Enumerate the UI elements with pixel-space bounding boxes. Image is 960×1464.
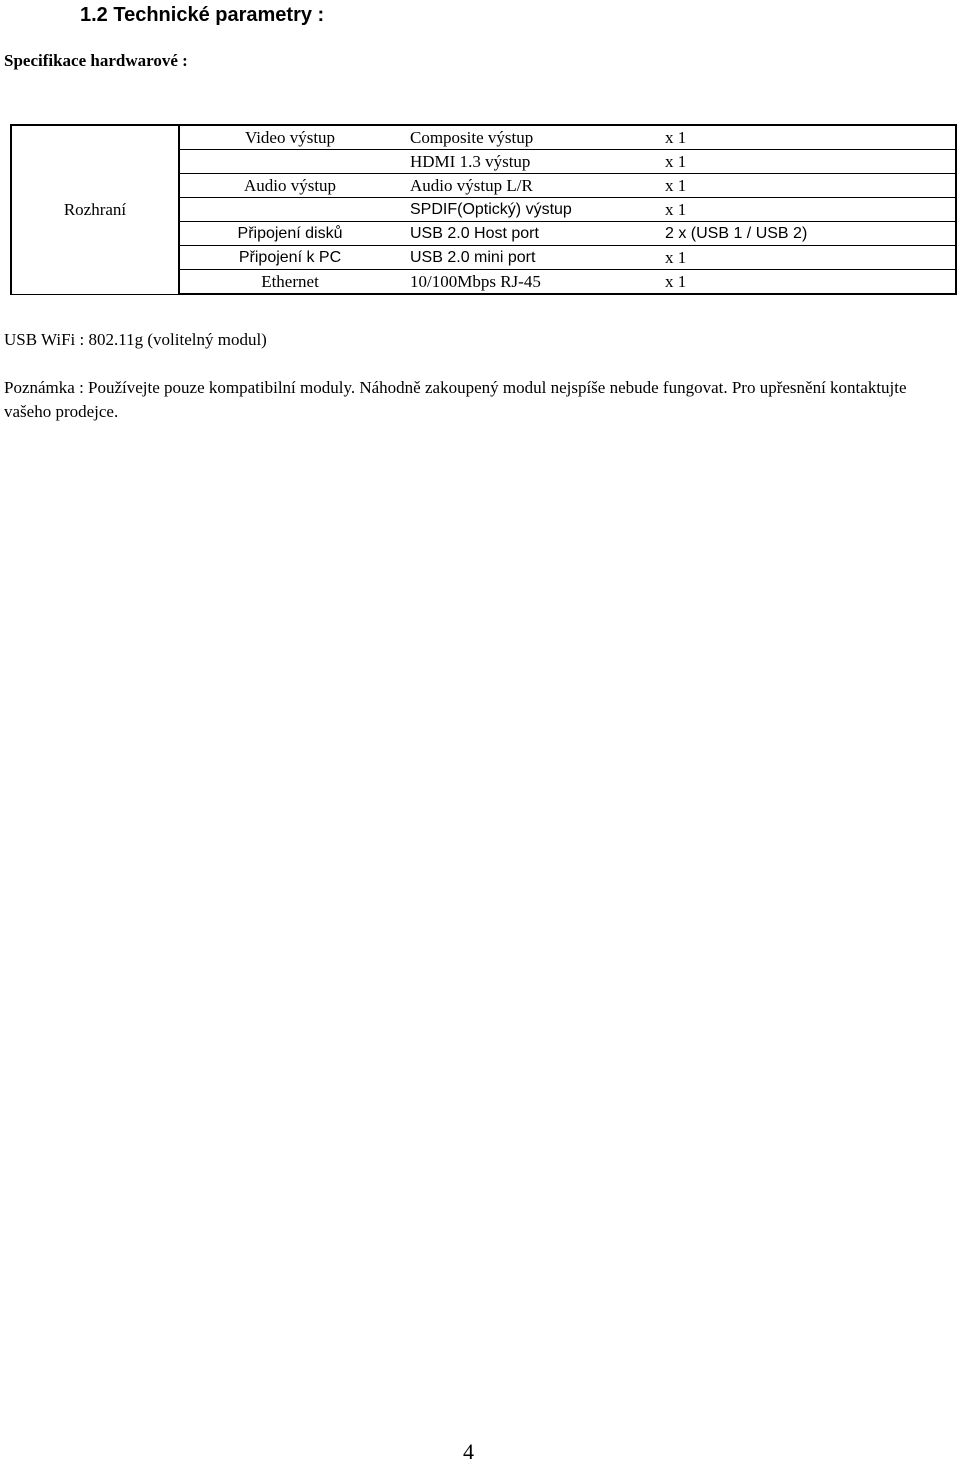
- row-count: x 1: [665, 150, 956, 174]
- row-port: 10/100Mbps RJ-45: [400, 270, 665, 295]
- subsection-heading: Specifikace hardwarové :: [4, 51, 188, 70]
- section-heading: 1.2 Technické parametry :: [80, 4, 325, 26]
- row-count: 2 x (USB 1 / USB 2): [665, 222, 956, 246]
- row-label: Ethernet: [179, 270, 400, 295]
- row-port: SPDIF(Optický) výstup: [400, 198, 665, 222]
- group-label-interface: Rozhraní: [11, 125, 179, 294]
- row-port: Composite výstup: [400, 125, 665, 150]
- row-count: x 1: [665, 246, 956, 270]
- row-label: [179, 150, 400, 174]
- row-label: Video výstup: [179, 125, 400, 150]
- row-port: HDMI 1.3 výstup: [400, 150, 665, 174]
- row-count: x 1: [665, 174, 956, 198]
- row-port: USB 2.0 mini port: [400, 246, 665, 270]
- usb-wifi-line: USB WiFi : 802.11g (volitelný modul): [4, 330, 267, 349]
- note-paragraph: Poznámka : Používejte pouze kompatibilní moduly. Náhodně zakoupený modul nejspíše nebude fungovat. Pro upřesnění kontaktujte vašeho prodejce.: [4, 378, 907, 421]
- row-label: Připojení disků: [179, 222, 400, 246]
- row-label: [179, 198, 400, 222]
- row-label: Audio výstup: [179, 174, 400, 198]
- row-port: Audio výstup L/R: [400, 174, 665, 198]
- row-count: x 1: [665, 125, 956, 150]
- row-count: x 1: [665, 270, 956, 295]
- row-count: x 1: [665, 198, 956, 222]
- hardware-spec-table: [10, 124, 957, 295]
- page-number: 4: [463, 1439, 474, 1464]
- row-port: USB 2.0 Host port: [400, 222, 665, 246]
- row-label: Připojení k PC: [179, 246, 400, 270]
- table-row: [11, 125, 956, 150]
